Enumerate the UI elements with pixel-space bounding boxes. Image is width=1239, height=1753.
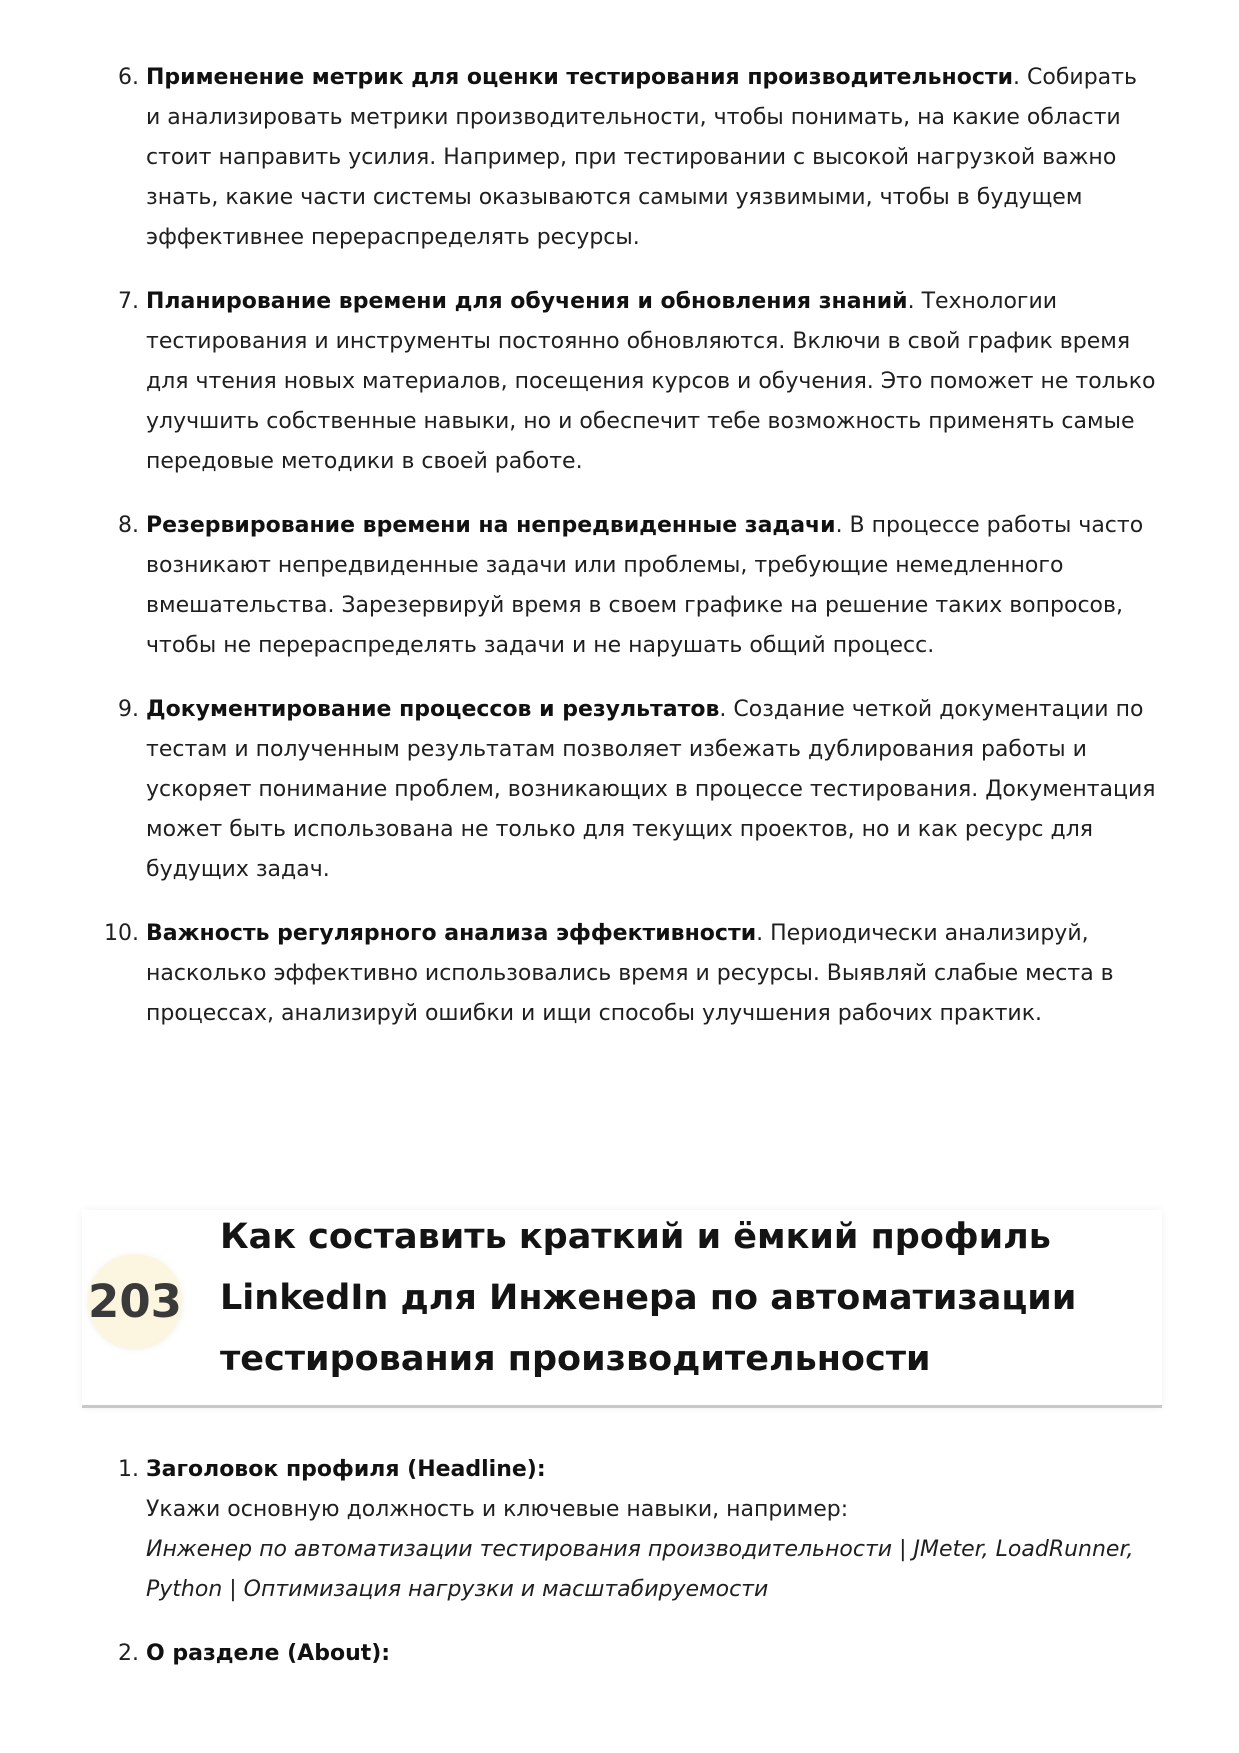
list-item-text: . Собирать и анализировать метрики производительности, чтобы понимать, на какие области стоит направить усилия. Например, при тестировании с высокой нагрузкой важно знать, какие части системы оказываются самыми уязвимыми, чтобы в будущем эффективнее перераспределять ресурсы. bbox=[146, 65, 1137, 250]
list-item-number: 8. bbox=[118, 513, 139, 538]
list-item-number: 10. bbox=[104, 921, 139, 946]
list-item bbox=[118, 58, 1156, 258]
list-item bbox=[118, 506, 1156, 666]
list-item-number: 1. bbox=[118, 1457, 139, 1482]
list-item-title: О разделе (About): bbox=[146, 1641, 391, 1666]
list-item-number: 9. bbox=[118, 697, 139, 722]
list-item-title: Планирование времени для обучения и обновления знаний bbox=[146, 289, 908, 314]
list-item-title: Применение метрик для оценки тестирования производительности bbox=[146, 65, 1014, 90]
top-numbered-list bbox=[104, 58, 1156, 1058]
list-item-title: Резервирование времени на непредвиденные задачи bbox=[146, 513, 836, 538]
list-item bbox=[118, 690, 1156, 890]
list-item-number: 6. bbox=[118, 65, 139, 90]
list-item-text: . В процессе работы часто возникают непредвиденные задачи или проблемы, требующие немедленного вмешательства. Зарезервируй время в своем графике на решение таких вопросов, чтобы не перераспределять задачи и не нарушать общий процесс. bbox=[146, 513, 1144, 658]
list-item-text: . Технологии тестирования и инструменты постоянно обновляются. Включи в свой график время для чтения новых материалов, посещения курсов и обучения. Это поможет не только улучшить собственные навыки, но и обеспечит тебе возможность применять самые передовые методики в своей работе. bbox=[146, 289, 1156, 474]
list-item-number: 2. bbox=[118, 1641, 139, 1666]
list-item-text: . Создание четкой документации по тестам и полученным результатам позволяет избежать дублирования работы и ускоряет понимание проблем, возникающих в процессе тестирования. Документация может быть использована не только для текущих проектов, но и как ресурс для будущих задач. bbox=[146, 697, 1156, 882]
list-item bbox=[118, 282, 1156, 482]
list-item-number: 7. bbox=[118, 289, 139, 314]
list-item-description: Укажи основную должность и ключевые навыки, например: bbox=[146, 1497, 849, 1522]
list-item-text: . Периодически анализируй, насколько эффективно использовались время и ресурсы. Выявляй слабые места в процессах, анализируй ошибки и ищи способы улучшения рабочих практик. bbox=[146, 921, 1114, 1026]
list-item-title: Важность регулярного анализа эффективности bbox=[146, 921, 757, 946]
list-item bbox=[104, 914, 1156, 1034]
list-item bbox=[118, 1450, 1156, 1610]
bottom-numbered-list bbox=[118, 1450, 1156, 1698]
list-item-title: Заголовок профиля (Headline): bbox=[146, 1457, 546, 1482]
section-title: Как составить краткий и ёмкий профиль LinkedIn для Инженера по автоматизации тестирования производительности bbox=[220, 1217, 1077, 1379]
section-header bbox=[82, 1210, 1162, 1408]
list-item-title: Документирование процессов и результатов bbox=[146, 697, 720, 722]
list-item bbox=[118, 1634, 1156, 1674]
list-item-example: Инженер по автоматизации тестирования производительности | JMeter, LoadRunner, Python | Оптимизация нагрузки и масштабируемости bbox=[146, 1537, 1134, 1602]
section-number-badge: 203 bbox=[88, 1254, 182, 1348]
